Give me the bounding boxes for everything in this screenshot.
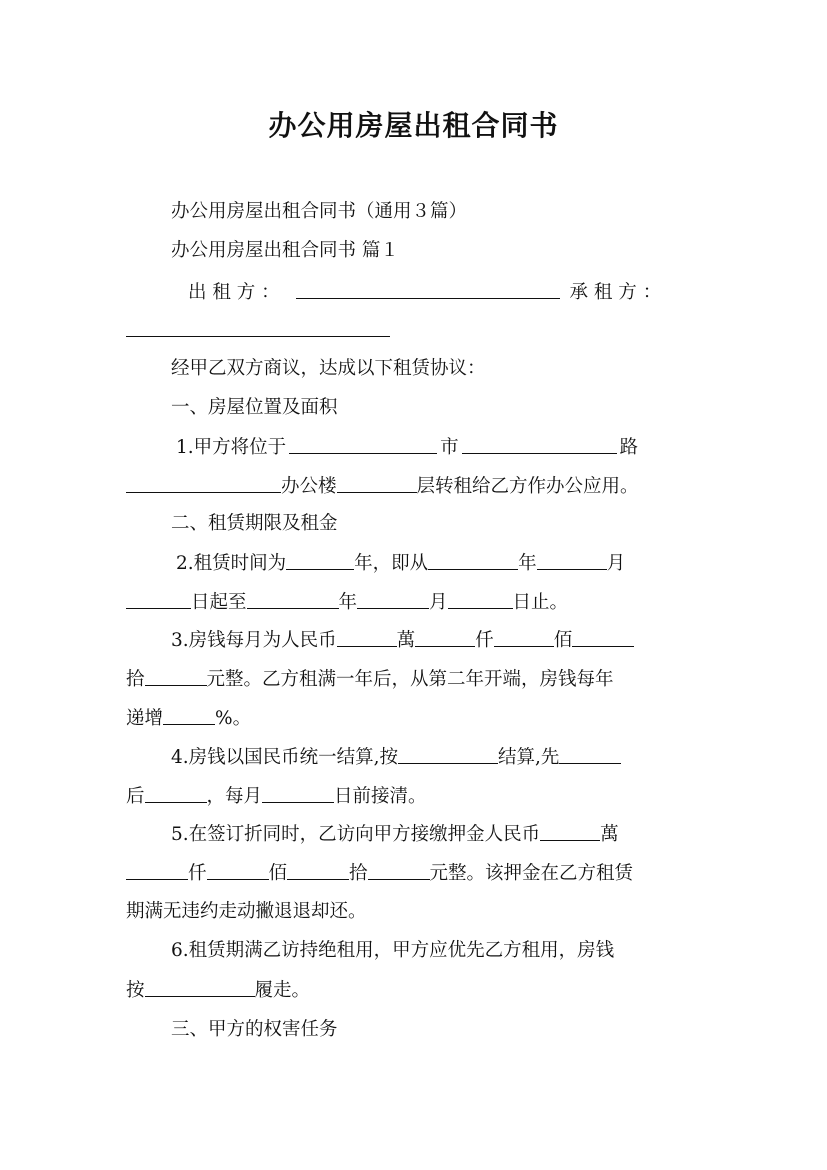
text-segment: 年，即从: [354, 553, 429, 574]
text-segment: 后: [126, 786, 145, 807]
text-segment: 元整。该押金在乙方租赁: [429, 863, 634, 884]
text-segment: 佰: [553, 630, 573, 651]
settlement-blank: [398, 745, 498, 764]
text-segment: %。: [215, 708, 252, 729]
lessor-label: 出 租 方 ：: [188, 282, 280, 303]
clause-4-line-1: [126, 745, 704, 770]
text-segment: 月: [429, 592, 448, 613]
parties-line: [126, 280, 704, 305]
text-segment: 4.房钱以国民币统一结算,按: [171, 747, 399, 768]
clause-heading-2-text: 二、租赁期限及租金: [171, 513, 338, 534]
text-segment: 按: [126, 980, 145, 1001]
clause-heading-1: [126, 396, 704, 420]
text-segment: 日前接清。: [334, 786, 427, 807]
text-segment: 日止。: [512, 592, 569, 613]
clause-heading-1-text: 一、房屋位置及面积: [171, 397, 338, 418]
clause-3-line-2: [126, 667, 704, 692]
rent-qian-blank: [415, 628, 475, 647]
clause-2-line-2: [126, 590, 704, 615]
text-segment: 3.房钱每月为人民币: [171, 630, 337, 651]
rent-shi-blank: [572, 628, 634, 647]
text-segment: 萬: [600, 824, 619, 845]
clause-5-line-2: [126, 861, 704, 886]
rent-bai-blank: [494, 628, 554, 647]
end-month-blank: [357, 590, 429, 609]
increase-rate-blank: [163, 706, 215, 725]
text-segment: ，每月: [206, 786, 263, 807]
clause-1-line-1: [126, 435, 704, 460]
clause-2-line-1: [126, 551, 704, 576]
text-segment: 佰: [268, 863, 288, 884]
deposit-bai-blank: [207, 861, 269, 880]
text-segment: 拾: [126, 669, 145, 690]
road-blank: [462, 435, 617, 454]
start-year-blank: [428, 551, 518, 570]
agreement-intro-line: [126, 357, 704, 381]
clause-3-line-3: [126, 706, 704, 731]
clause-6-line-1: [126, 939, 704, 963]
city-blank: [289, 435, 437, 454]
text-segment: 仟: [188, 863, 207, 884]
text-segment: 拾: [349, 863, 368, 884]
agreement-intro-text: 经甲乙双方商议，达成以下租赁协议：: [171, 358, 486, 379]
text-segment: 市: [440, 437, 459, 458]
text-segment: 2.租赁时间为: [176, 553, 287, 574]
text-segment: 层转租给乙方作办公应用。: [416, 476, 639, 497]
text-segment: 月: [606, 553, 626, 574]
text-segment: 仟: [475, 630, 494, 651]
clause-heading-3: [126, 1018, 704, 1042]
text-segment: 6.租赁期满乙访持绝租用，甲方应优先乙方租用，房钱: [171, 940, 615, 961]
text-segment: 路: [619, 437, 639, 458]
subtitle-line: [126, 200, 704, 224]
text-segment: 5.在签订折同时，乙访向甲方接缴押金人民币: [171, 824, 541, 845]
deposit-shi-blank: [287, 861, 349, 880]
clause-heading-2: [126, 512, 704, 536]
lessee-blank: [126, 318, 390, 337]
clause-4-line-2: [126, 784, 704, 809]
lessor-blank: [296, 280, 560, 299]
clause-heading-3-text: 三、甲方的权害任务: [171, 1019, 338, 1040]
lessee-blank-line: [126, 318, 704, 343]
renewal-terms-blank: [145, 978, 255, 997]
clause-6-line-2: [126, 978, 704, 1003]
section-heading-line: [126, 239, 704, 263]
end-year-blank: [247, 590, 339, 609]
document-title: 办公用房屋出租合同书: [268, 109, 559, 142]
subtitle-text: 办公用房屋出租合同书（通用３篇）: [171, 201, 468, 222]
deposit-qian-blank: [126, 861, 188, 880]
deposit-yuan-blank: [368, 861, 430, 880]
clause-1-line-2: [126, 474, 704, 499]
clause-5-line-1: [126, 822, 704, 847]
start-month-blank: [537, 551, 607, 570]
rent-wan-blank: [337, 628, 397, 647]
section-heading-text: 办公用房屋出租合同书 篇１: [171, 240, 399, 261]
pay-day-blank: [262, 784, 334, 803]
text-segment: 日起至: [191, 592, 247, 613]
postpay-blank: [145, 784, 207, 803]
clause-5-line-3: [126, 900, 704, 924]
text-segment: 年: [338, 592, 358, 613]
text-segment: 1.甲方将位于: [176, 437, 287, 458]
text-segment: 期满无违约走动撇退退却还。: [126, 901, 367, 922]
end-day-blank: [448, 590, 513, 609]
lease-years-blank: [286, 551, 354, 570]
text-segment: 年: [518, 553, 537, 574]
text-segment: 结算,先: [498, 747, 560, 768]
deposit-wan-blank: [540, 822, 600, 841]
text-segment: 递增: [126, 708, 164, 729]
lessee-label: 承 租 方 ：: [569, 282, 662, 303]
clause-3-line-1: [126, 628, 704, 653]
floor-blank: [337, 474, 417, 493]
text-segment: 元整。乙方租满一年后，从第二年开端，房钱每年: [206, 669, 614, 690]
start-day-blank: [126, 590, 191, 609]
building-blank: [126, 474, 281, 493]
text-segment: 办公楼: [281, 476, 337, 497]
text-segment: 萬: [396, 630, 416, 651]
prepay-blank: [559, 745, 621, 764]
rent-yuan-blank: [145, 667, 207, 686]
text-segment: 履走。: [254, 980, 311, 1001]
